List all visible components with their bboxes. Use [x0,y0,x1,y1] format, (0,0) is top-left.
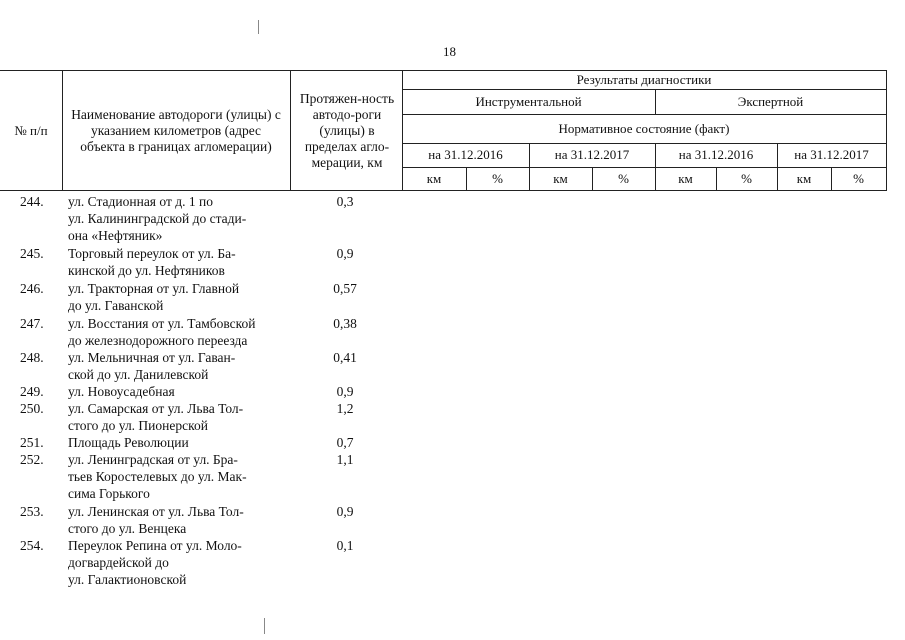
row-road-name: Площадь Революции [68,435,189,450]
row-number: 252. [20,452,44,467]
row-road-name: ул. Восстания от ул. Тамбовской до железнодорожного переезда [68,316,256,348]
header-divider [62,70,63,191]
row-road-name: ул. Мельничная от ул. Гаван- ской до ул. Данилевской [68,350,236,382]
header-instrumental: Инструментальной [475,93,582,109]
header-unit: % [741,171,752,186]
row-road-name: ул. Новоусадебная [68,384,175,399]
row-length: 0,38 [333,316,357,331]
header-date: на 31.12.2017 [794,147,869,162]
header-date: на 31.12.2016 [428,147,503,162]
row-length: 0,1 [336,538,354,553]
header-unit: % [853,171,864,186]
row-length: 0,9 [336,384,354,399]
page-number: 18 [443,44,456,59]
header-results: Результаты диагностики [576,71,712,87]
header-unit: км [426,171,442,186]
header-unit: км [553,171,568,186]
header-unit: % [618,171,629,186]
row-road-name: ул. Тракторная от ул. Главной до ул. Гаванской [68,281,240,313]
row-number: 251. [20,435,44,450]
header-name: Наименование автодороги (улицы) с указанием километров (адрес объекта в границах агломерации) [71,106,281,154]
header-date: на 31.12.2017 [554,147,630,162]
scan-mark [264,618,265,634]
row-number: 246. [20,281,44,296]
scan-mark [258,20,259,34]
row-number: 245. [20,246,44,261]
table-header [0,70,887,191]
row-number: 249. [20,384,44,399]
row-road-name: ул. Ленинградская от ул. Бра- тьев Коростелевых до ул. Мак- сима Горького [68,452,247,501]
header-expert: Экспертной [737,93,804,109]
row-length: 1,1 [336,452,354,467]
header-date: на 31.12.2016 [678,147,754,162]
row-number: 253. [20,504,44,519]
row-number: 254. [20,538,44,553]
row-number: 244. [20,194,44,209]
row-length: 0,7 [336,435,354,450]
header-normative: Нормативное состояние (факт) [558,120,730,136]
header-length: Протяжен-ность автодо-роги (улицы) в пределах агло-мерации, км [299,90,395,170]
row-road-name: Переулок Репина от ул. Моло- догвардейской до ул. Галактионовской [68,538,242,587]
row-road-name: ул. Ленинская от ул. Льва Тол- стого до ул. Венцека [68,504,244,536]
row-length: 0,57 [333,281,357,296]
header-unit: % [492,171,503,186]
header-unit: км [678,171,693,186]
header-num: № п/п [14,122,48,138]
row-length: 0,41 [333,350,357,365]
row-length: 0,3 [336,194,354,209]
header-divider [290,70,291,191]
row-number: 248. [20,350,44,365]
row-length: 1,2 [336,401,354,416]
row-road-name: ул. Самарская от ул. Льва Тол- стого до ул. Пионерской [68,401,244,433]
header-unit: км [796,171,812,186]
row-road-name: Торговый переулок от ул. Ба- кинской до ул. Нефтяников [68,246,236,278]
row-road-name: ул. Стадионная от д. 1 по ул. Калининградской до стади- она «Нефтяник» [68,194,247,243]
row-number: 247. [20,316,44,331]
row-length: 0,9 [336,504,354,519]
row-number: 250. [20,401,44,416]
row-length: 0,9 [336,246,354,261]
